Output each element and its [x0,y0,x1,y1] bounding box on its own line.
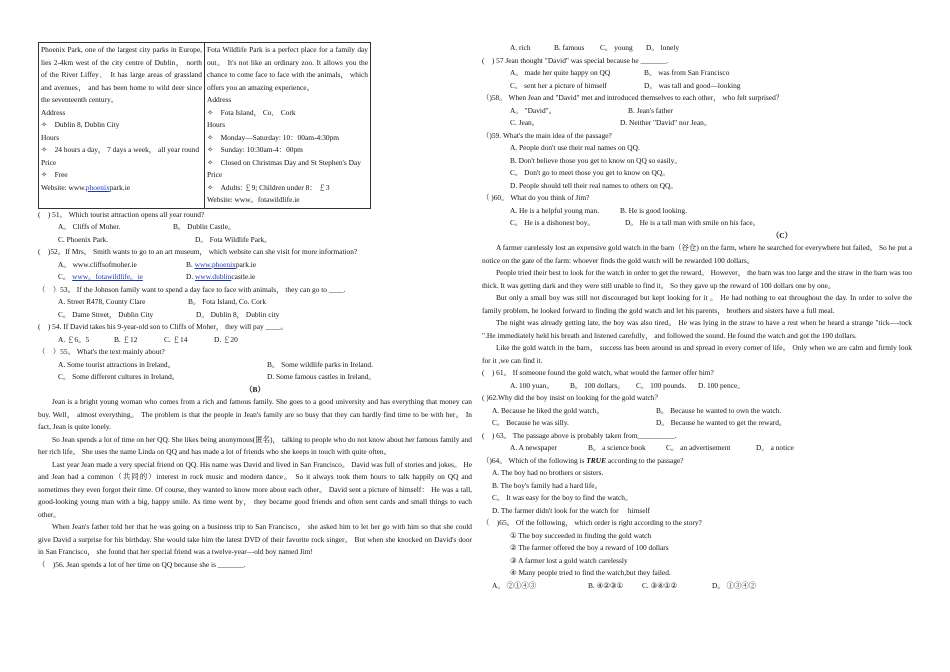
q60-option-b: B. He is good looking. [620,205,687,215]
q57-option-a: A。 made her quite happy on QQ [510,68,611,77]
q52-option-a: A。 www.cliffsofmoher.ie [58,259,137,269]
passage-c-paragraph-4: The night was already getting late, the boy was also tired。 He was lying in the straw to have a rest when he heard a strange "tick—-tock ".He immediately held his breath and listened carefully， and followed the sound. He found the watch and got the 100 dollars. [482,318,912,340]
q62-option-b: B。 Because he wanted to own the watch. [656,405,782,415]
phoenix-hours: ✧ 24 hours a day， 7 days a week， all year round [41,145,200,154]
phoenix-price-label: Price [41,157,57,167]
q63-option-b: B。 a science book [588,443,646,452]
passage-c-paragraph-2: People tried their best to look for the watch in order to get the reward。 However， the barn was too large and the straw in the barn was too thick. It was getting dark and they were still unable to find it。 So they gave up the reward of 100 dollars one by one。 [482,268,912,290]
q65-statement-1: ① The boy succeeded in finding the gold watch [510,530,652,540]
fota-hours-2: ✧ Sunday: 10:30am-4：00pm [207,145,303,154]
q65-option-b: B. ④②③① [588,580,624,590]
q60-option-c: C。 He is a dishonest boy。 [510,218,595,227]
q55-options-row2 [38,371,472,384]
q59-option-b: B. Don't believe those you get to know on QQ so easily。 [510,155,682,165]
q54-option-c: C. ￡14 [164,334,188,344]
q56-option-b: B. famous [554,43,585,52]
q51-option-c: C. Phoenix Park. [58,234,109,244]
q53-option-a: A. Street R478, County Clare [58,297,146,306]
phoenix-intro: Phoenix Park, one of the largest city parks in Europe, lies 2-4km west of the city centre of Dublin， north of the River Liffey． It has large areas of grassland and avenues， and has been home to wild deer since the seventeenth century。 [41,45,202,104]
q52-option-b-link[interactable]: www.phoenix [194,259,236,269]
q64-option-a: A. The boy had no brothers or sisters. [492,468,604,477]
q51-options-row1 [38,221,472,234]
q55-option-d: D. Some famous castles in Ireland。 [267,372,376,381]
q55-text: （ ）55。 What's the text mainly about? [38,347,165,356]
q64-option-c: C。 It was easy for the boy to find the watch。 [492,493,633,502]
q55-options-row1 [38,359,472,372]
q64-option-b: B. The boy's family had a hard life。 [492,480,602,490]
q65-statement-2: ② The farmer offered the boy a reward of 100 dollars [510,543,669,552]
q52-text: ( )52。If Mrs。 Smith wants to go to an art museum， which website can she visit for more information? [38,247,358,256]
phoenix-address-label: Address [41,107,66,117]
q61-text: ( ) 61。 If someone found the gold watch, what would the farmer offer him? [482,368,714,377]
passage-c-paragraph-1: A farmer carelessly lost an expensive gold watch in the barn（谷仓) on the farm, where he searched for everywhere but failed。 So he put a notice on the gate of the farm: whoever finds the gold watch will be rewarded 100 dollars。 [482,243,912,265]
q61-option-c: C。 100 pounds. [636,380,687,390]
q62-options-row1 [482,405,912,418]
q59-option-a: A. People don't use their real names on QQ. [510,143,640,152]
q52-option-c-label: C。 [58,272,73,281]
q58-text: （)58。 When Jean and "David" met and introduced themselves to each other， who felt surprised？ [482,93,784,102]
q51-option-b: B。 Dublin Castle。 [173,222,236,231]
q52-option-d-label: D. [186,272,196,281]
passage-b-paragraph-1: Jean is a bright young woman who comes from a rich and famous family. She goes to a good university and has everything that money can buy. Well， almost everything。 The problem is that the people in Jean's family are so busy that they can hardly find time to be with her。 In fact, Jean is quite lonely. [38,397,472,431]
fota-price-label: Price [207,170,223,179]
q60-options-row2 [482,217,912,230]
passage-c-paragraph-3: But only a small boy was still not discouraged but kept looking for it 。 He had nothing to eat throughout the day. In order to solve the family problem, he looked forward to finding the gold watch and let his parents， brothers and sisters have a full meal. [482,293,912,315]
q52-option-b [186,259,256,272]
q59-option-d: D. People should tell their real names to others on QQ。 [510,180,678,190]
q60-option-d: D。 He is a tall man with smile on his face。 [625,218,761,227]
q60-option-a: A. He is a helpful young man. [510,205,600,215]
q52-option-d-link[interactable]: www.dublin [195,272,232,281]
q62-option-d: D。 Because he wanted to get the reward。 [656,418,787,427]
phoenix-website-prefix: Website: www. [41,182,86,192]
q53-option-d: D。 Dublin 8， Dublin city [196,309,280,319]
q52-option-c [58,271,186,284]
passage-c-paragraph-5: Like the gold watch in the barn， success has been around us and spread in every corner of life。 Only when we are calm and firmly look for it ,we can find it. [482,343,912,365]
q58-options-row2 [482,117,912,130]
fota-hours-label: Hours [207,120,226,129]
q54-text: ( ) 54. If David takes his 9-year-old son to Cliffs of Moher， they will pay ____。 [38,322,288,331]
left-column [38,0,472,571]
q63-text: ( ) 63。 The passage above is probably taken from__________. [482,430,677,440]
phoenix-website-link[interactable]: phoenix [85,182,110,192]
passage-b-paragraph-2: So Jean spends a lot of time on her QQ. She likes being anonymous(匿名)， talking to people who do not know about her famous family and her rich life。 She uses the name Linda on QQ and has made a lot of friends who she keeps in touch with quite often。 [38,434,472,456]
q54-option-b: B. ￡12 [114,334,138,344]
q65-option-a: A。 ②①④③ [492,580,537,590]
q51-option-a: A。 Cliffs of Moher. [58,222,121,231]
fota-address-label: Address [207,95,232,104]
q52-option-b-suffix: park.ie [235,259,257,269]
q62-text: ( )62.Why did the boy insist on looking for the gold watch？ [482,393,662,402]
q64-emphasis: TRUE [586,455,606,465]
q59-option-c: C。 Don't go to meet those you get to know on QQ。 [510,168,670,177]
q57-option-b: B。 was from San Francisco [644,68,730,77]
q57-option-c: C。 sent her a picture of himself [510,80,607,90]
section-b-heading: （B） [245,384,265,394]
fota-price: ✧ Adults: ￡9; Children under 8： ￡3 [207,182,330,192]
q62-option-a: A. Because he liked the gold watch。 [492,405,604,415]
q63-option-a: A. A newspaper [510,443,558,452]
passage-b-paragraph-4: When Jean's father told her that he was going on a business trip to San Francisco， she asked him to let her go with him so that she could give David a surprise for his birthday. She would take him the latest DVD of their favorite rock singer。 But when she knocked on David's door in San Francisco， she found that her special friend was a twelve-year—old boy named Jim! [38,522,472,556]
q65-option-d: D。 ①③④② [712,580,757,590]
q51-option-d: D。 Fota Wildlife Park。 [195,234,272,244]
q56-option-c: C。 young [600,43,633,52]
q54-option-d: D. ￡20 [214,334,238,344]
fota-website: Website: www。fotawildlife.ie [207,195,300,204]
q52-option-b-label: B. [186,259,195,269]
q58-option-a: A。 "David"。 [510,105,557,115]
q53-text: （ ）53。 If the Johnson family want to spend a day face to face with animals， they can go to ____. [38,284,346,294]
q52-option-c-link[interactable]: www。fotawildlife。ie [72,272,143,281]
q61-options [482,380,912,393]
q55-option-a: A. Some tourist attractions in Ireland。 [58,359,175,369]
q62-options-row2 [482,417,912,430]
q51-text: ( ) 51。 Which tourist attraction opens all year round? [38,209,205,219]
park-info-table [38,42,371,209]
q64-text-prefix: （)64。 Which of the following is [482,455,587,465]
q53-option-b: B。 Fota Island, Co. Cork [188,297,267,306]
q65-statement-4: ④ Many people tried to find the watch,but they failed. [510,568,671,577]
q59-text: （)59. What's the main idea of the passage? [482,130,612,140]
q64-text [482,455,912,468]
q52-options-row2 [38,271,472,284]
q65-text: （ )65。 Of the following， which order is right according to the story? [482,518,702,527]
phoenix-website [41,182,202,195]
q63-options [482,442,912,455]
q55-option-c: C。 Some different cultures in Ireland。 [58,372,180,381]
q57-options-row1 [482,67,912,80]
q60-options-row1 [482,205,912,218]
q61-option-a: A. 100 yuan。 [510,380,554,390]
section-c-heading: （C） [771,230,792,240]
fota-hours-3: ✧ Closed on Christmas Day and St Stephen's Day [207,157,361,167]
phoenix-park-cell [39,43,205,209]
q57-option-d: D。 was tall and good—looking [644,80,741,90]
q65-options [482,580,912,593]
q53-options-row1 [38,296,472,309]
q53-options-row2 [38,309,472,322]
q58-option-b: B. Jean's father [628,105,674,115]
q58-option-d: D. Neither "David" nor Jean。 [620,118,712,127]
q60-text: （ )60。 What do you think of Jim? [482,193,590,202]
q61-option-d: D. 100 pence。 [698,380,745,390]
q51-options-row2 [38,234,472,247]
q64-text-suffix: according to the passage? [606,455,684,465]
right-column [482,42,912,592]
phoenix-price: ✧ Free [41,170,68,179]
q57-options-row2 [482,80,912,93]
q58-option-c: C. Jean。 [510,118,540,127]
fota-park-cell [205,43,371,209]
q56-option-a: A. rich [510,43,531,52]
q52-options-row1 [38,259,472,272]
q55-option-b: B。 Some wildlife parks in Ireland. [267,359,373,369]
q61-option-b: B。 100 dollars。 [570,380,625,390]
fota-address: ✧ Fota Island， Co． Cork [207,107,296,117]
q64-option-d: D. The farmer didn't look for the watch for himself [492,505,650,515]
phoenix-hours-label: Hours [41,132,60,142]
q58-options-row1 [482,105,912,118]
q65-statement-3: ③ A farmer lost a gold watch carelessly [510,555,628,565]
q56-option-d: D。 lonely [646,43,680,52]
passage-b-paragraph-3: Last year Jean made a very special friend on QQ. His name was David and lived in San Francisco。 David was full of stories and jokes。 He and Jean had a common（共同的）interest in rock music and modern dance。 So it always took them hours to talk happily on QQ and sometimes they even forgot their time. Of course, they wanted to know more about each other。 David sent a picture of himself： He was a tall, good-looking young man with a big, happy smile. As time went by， they became good friends and often sent cards and small things to each other。 [38,459,472,519]
q63-option-d: D。 a notice [756,443,794,452]
q57-text: ( ) 57 Jean thought "David" was special because he _______. [482,55,669,65]
q52-option-d [186,271,255,284]
fota-hours-1: ✧ Monday—Saturday: 10：00am-4:30pm [207,132,340,142]
q52-option-d-suffix: castle.ie [231,272,256,281]
q54-option-a: A. ￡6。5 [58,334,90,344]
q63-option-c: C。 an advertisement [666,443,731,452]
q53-option-c: C。 Dame Street， Dublin City [58,309,154,319]
q56-options [482,42,912,55]
fota-intro: Fota Wildlife Park is a perfect place for a family day out。 It's not like an ordinary zoo. It allows you the chance to come face to face with the animals， which offers you an amazing experience。 [207,45,368,92]
phoenix-website-suffix: park.ie [109,182,131,192]
q62-option-c: C。 Because he was silly. [492,418,569,427]
q56-text: （ )56. Jean spends a lot of her time on QQ because she is _______. [38,559,246,569]
q54-options [38,334,472,347]
phoenix-address: ✧ Dublin 8, Dublin City [41,120,120,129]
q65-option-c: C. ③④①② [642,580,678,590]
